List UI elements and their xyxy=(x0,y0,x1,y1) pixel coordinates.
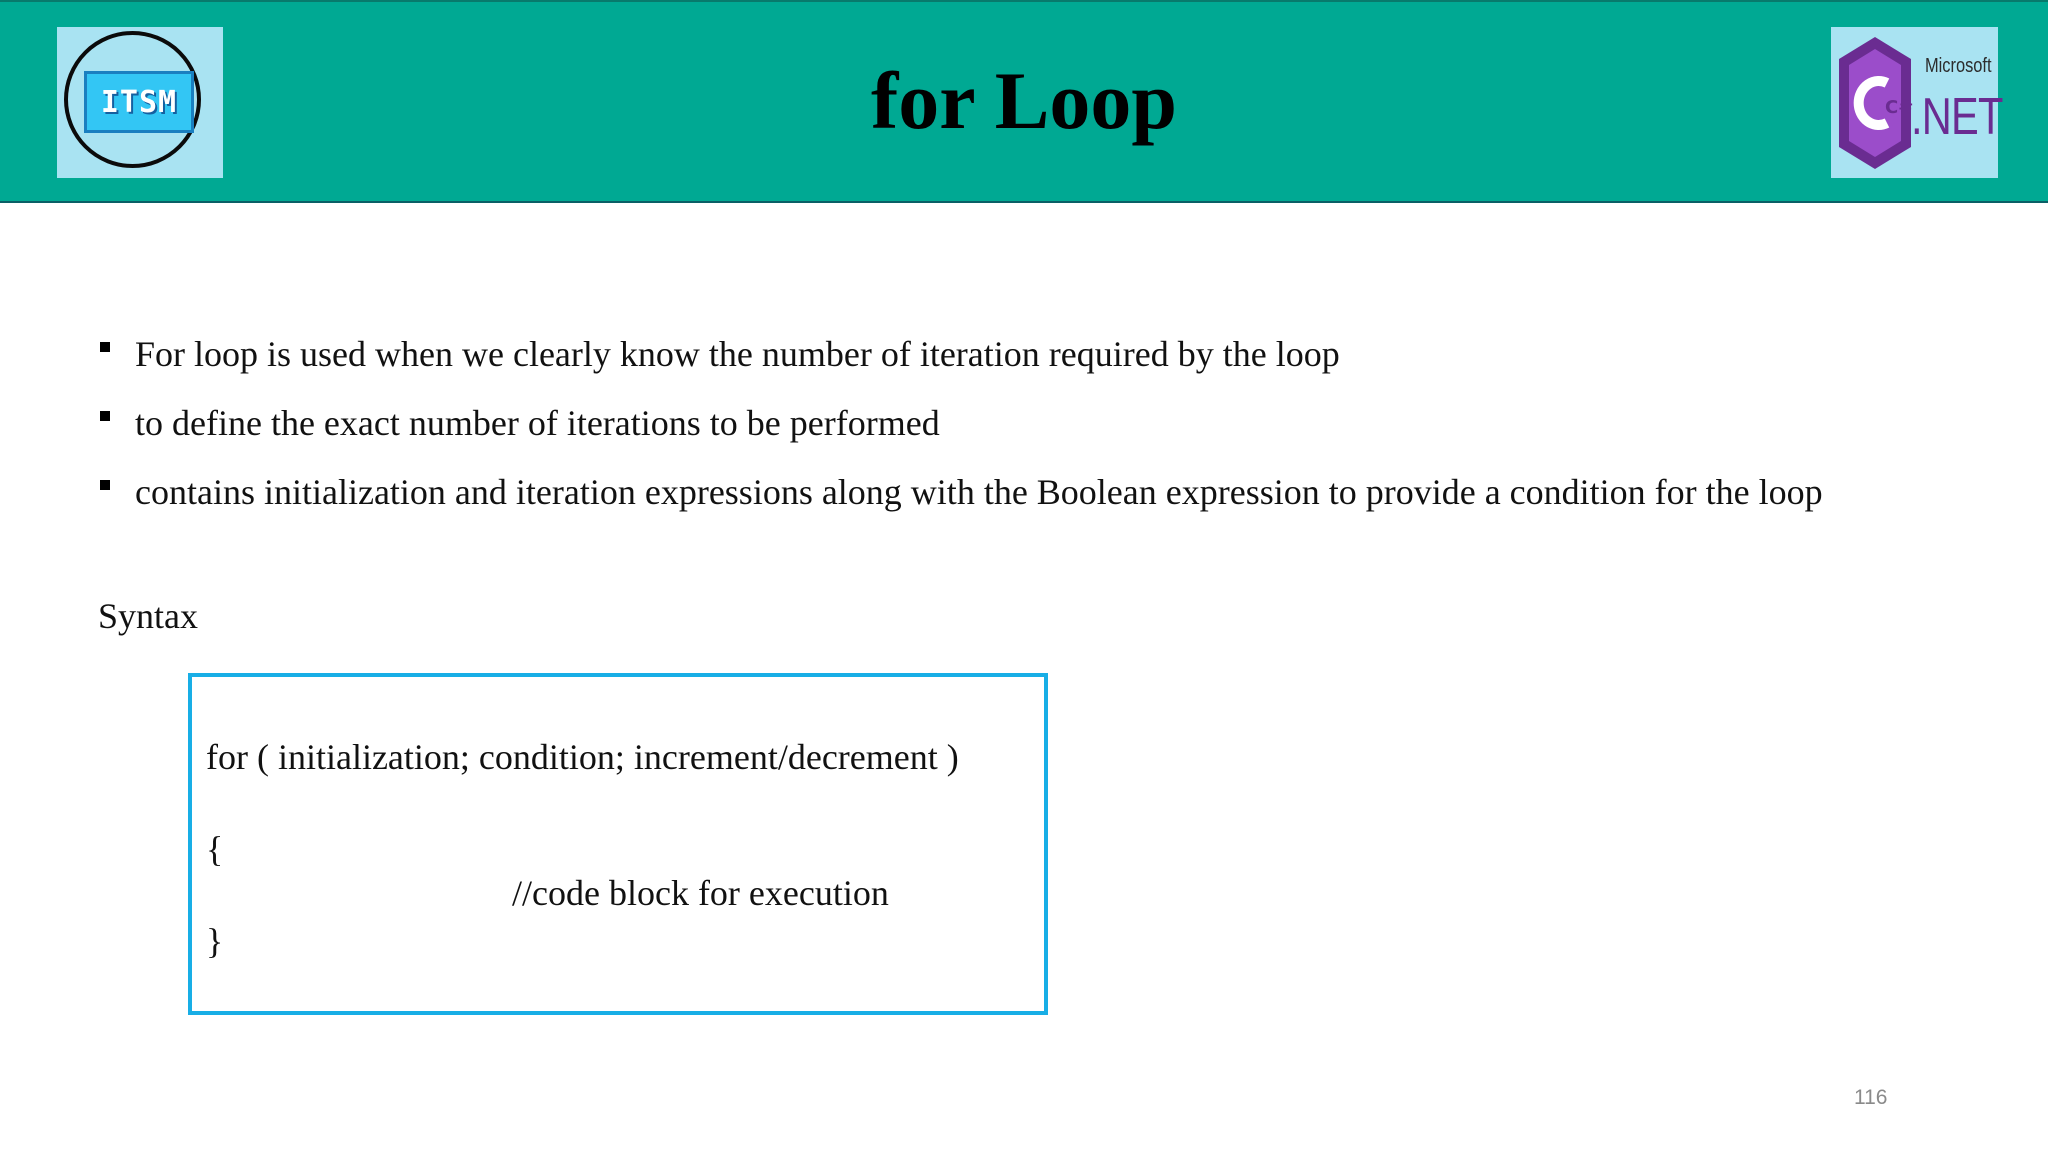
square-bullet-icon xyxy=(100,411,110,421)
syntax-label: Syntax xyxy=(98,596,199,636)
bullet-item xyxy=(98,330,1823,399)
bullet-text: to define the exact number of iterations to be performed xyxy=(135,403,940,443)
csharp-hexagon-icon xyxy=(1837,35,1913,171)
bullet-item xyxy=(98,468,1823,537)
csharp-hash: C# xyxy=(1885,97,1913,118)
bullet-text: contains initialization and iteration expressions along with the Boolean expression to provide a condition for the loop xyxy=(135,472,1823,512)
dotnet-logo xyxy=(1831,27,2003,178)
code-box xyxy=(188,673,1048,1015)
slide-header xyxy=(0,0,2048,203)
net-text: .NET xyxy=(1911,88,2003,146)
itsm-logo-text: ITSM xyxy=(100,84,178,120)
square-bullet-icon xyxy=(100,480,110,490)
code-line-for: for ( initialization; condition; increment/decrement ) xyxy=(206,737,959,777)
code-comment: //code block for execution xyxy=(512,873,889,913)
bullet-list xyxy=(98,330,1823,537)
code-open-brace: { xyxy=(206,829,224,869)
bullet-item xyxy=(98,399,1823,468)
slide-title: for Loop xyxy=(870,55,1178,146)
square-bullet-icon xyxy=(100,342,110,352)
microsoft-text: Microsoft xyxy=(1925,55,1992,77)
bullet-text: For loop is used when we clearly know the number of iteration required by the loop xyxy=(135,334,1340,374)
code-close-brace: } xyxy=(206,921,224,961)
page-number: 116 xyxy=(1854,1086,1888,1109)
